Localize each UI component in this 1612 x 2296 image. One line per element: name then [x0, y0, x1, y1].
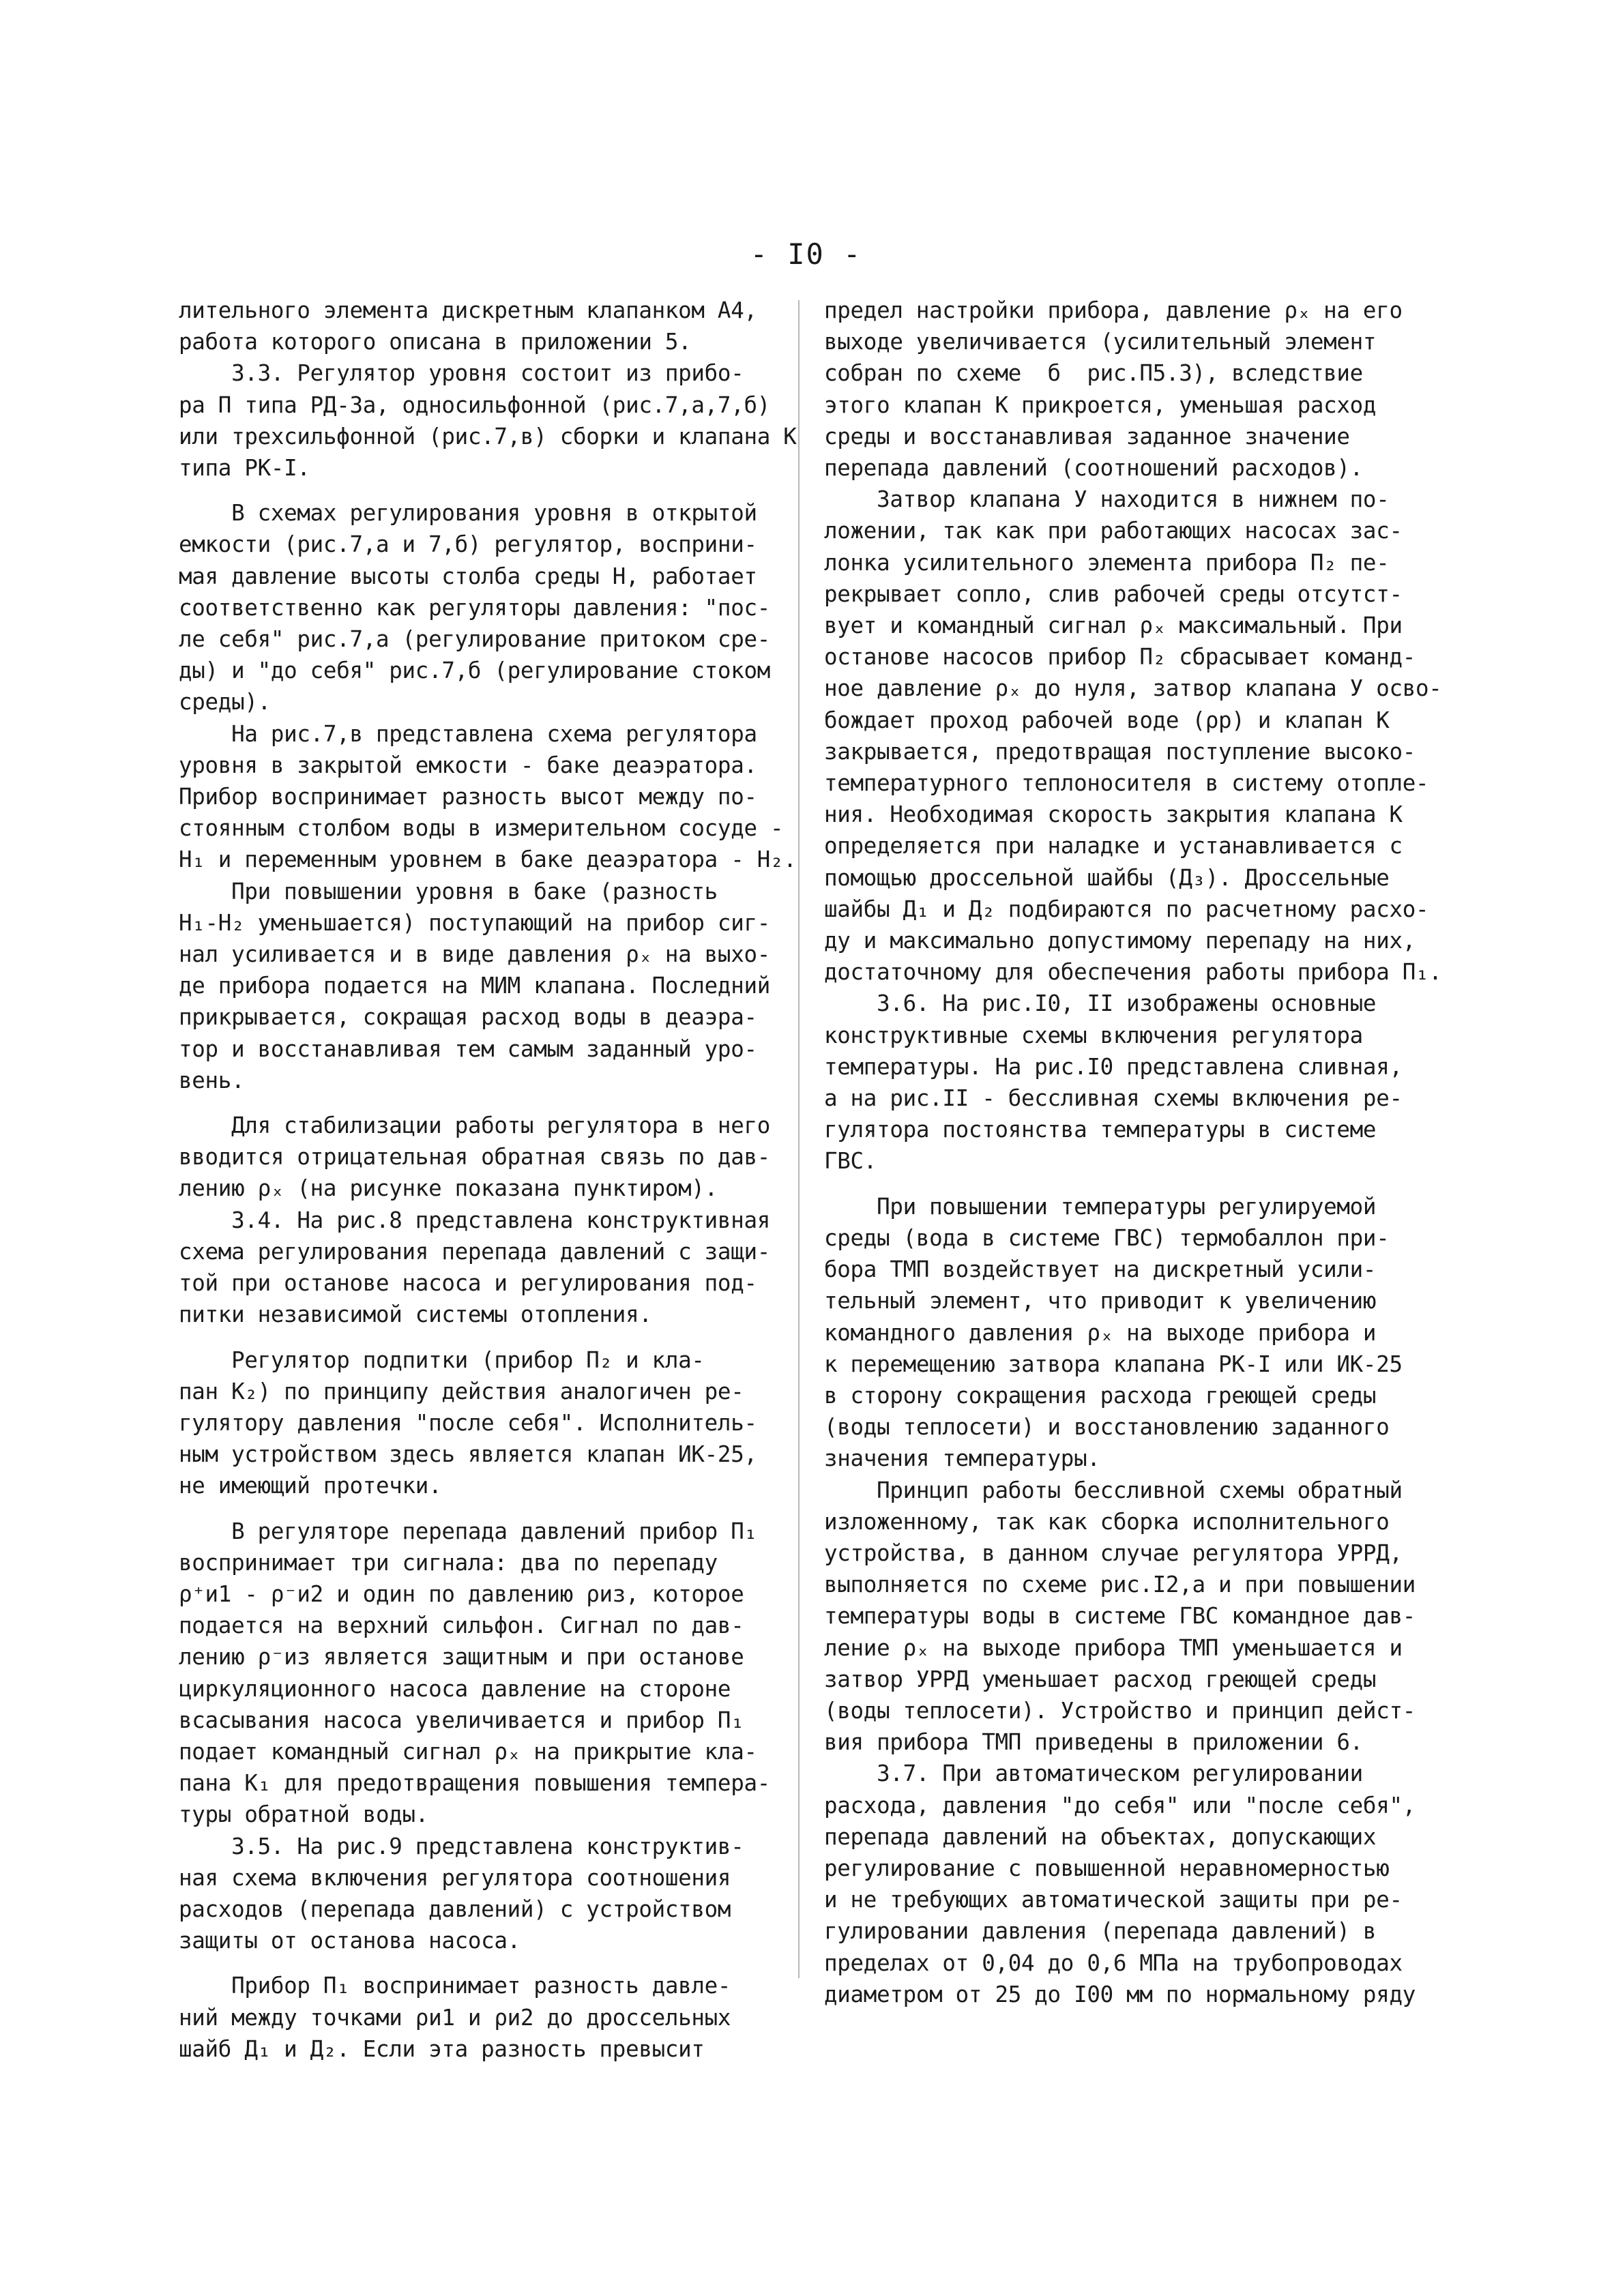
text-line: вует и командный сигнал ρₓ максимальный. При: [824, 613, 1403, 639]
text-line: командного давления ρₓ на выходе прибора и: [824, 1319, 1377, 1346]
text-line: ний между точками ρи1 и ρи2 до дроссельных: [179, 2004, 731, 2031]
text-line: (воды теплосети). Устройство и принцип дейст-: [824, 1697, 1416, 1724]
text-line: уровня в закрытой емкости - баке деаэратора.: [179, 752, 757, 778]
text-line: помощью дроссельной шайбы (Д₃). Дроссельные: [824, 864, 1390, 891]
text-line: регулирование с повышенной неравномерностью: [824, 1855, 1390, 1881]
text-line: рекрывает сопло, слив рабочей среды отсутст-: [824, 580, 1403, 607]
text-line: питки независимой системы отопления.: [179, 1301, 652, 1328]
text-line: перепада давлений (соотношений расходов).: [824, 455, 1363, 482]
text-line: затвор УРРД уменьшает расход греющей среды: [824, 1666, 1377, 1692]
text-line: циркуляционного насоса давление на стороне: [179, 1675, 731, 1702]
text-line: определяется при наладке и устанавливается с: [824, 833, 1403, 859]
text-line: При повышении уровня в баке (разность: [179, 878, 718, 904]
text-line: бождает проход рабочей воде (ρр) и клапан К: [824, 707, 1390, 733]
text-line: В регуляторе перепада давлений прибор П₁: [179, 1518, 757, 1544]
text-line: изложенному, так как сборка исполнительного: [824, 1508, 1390, 1535]
text-line: ная схема включения регулятора соотношения: [179, 1864, 731, 1891]
text-line: перепада давлений на объектах, допускающих: [824, 1823, 1377, 1850]
text-line: а на рис.II - бессливная схемы включения ре-: [824, 1085, 1403, 1112]
text-line: не имеющий протечки.: [179, 1473, 442, 1499]
text-line: (воды теплосети) и восстановлению заданного: [824, 1414, 1390, 1441]
text-line: Прибор П₁ воспринимает разность давле-: [179, 1973, 731, 1999]
text-line: ГВС.: [824, 1148, 877, 1175]
text-line: ду и максимально допустимому перепаду на них,: [824, 928, 1416, 954]
text-line: среды).: [179, 689, 271, 716]
text-line: Регулятор подпитки (прибор П₂ и кла-: [179, 1346, 705, 1373]
text-line: и не требующих автоматической защиты при ре-: [824, 1887, 1403, 1913]
text-line: Прибор воспринимает разность высот между по-: [179, 784, 757, 810]
text-line: температуры. На рис.I0 представлена сливная,: [824, 1053, 1403, 1080]
text-line: ное давление ρₓ до нуля, затвор клапана У осво-: [824, 675, 1442, 702]
text-line: тор и восстанавливая тем самым заданный уро-: [179, 1035, 757, 1062]
text-line: или трехсильфонной (рис.7,в) сборки и клапана К: [179, 423, 797, 450]
text-line: соответственно как регуляторы давления: "пос-: [179, 594, 770, 621]
text-line: той при останове насоса и регулирования под-: [179, 1270, 757, 1297]
text-line: типа РК-I.: [179, 455, 310, 482]
text-line: работа которого описана в приложении 5.: [179, 329, 692, 355]
text-line: Принцип работы бессливной схемы обратный: [824, 1477, 1403, 1503]
text-line: 3.5. На рис.9 представлена конструктив-: [179, 1833, 744, 1859]
text-line: Н₁-Н₂ уменьшается) поступающий на прибор сиг-: [179, 909, 770, 936]
text-line: нал усиливается и в виде давления ρₓ на выхо-: [179, 941, 770, 968]
text-line: ложении, так как при работающих насосах зас-: [824, 518, 1403, 544]
text-line: среды (вода в системе ГВС) термобаллон при-: [824, 1224, 1390, 1251]
text-line: пана К₁ для предотвращения повышения темпера-: [179, 1770, 770, 1797]
text-line: ρ⁺и1 - ρ⁻и2 и один по давлению ρиз, которое: [179, 1580, 744, 1607]
text-line: стоянным столбом воды в измерительном сосуде -: [179, 815, 784, 842]
text-line: Затвор клапана У находится в нижнем по-: [824, 486, 1390, 513]
text-line: среды и восстанавливая заданное значение: [824, 423, 1350, 450]
text-line: всасывания насоса увеличивается и прибор П₁: [179, 1707, 744, 1733]
text-line: схема регулирования перепада давлений с защи-: [179, 1238, 770, 1265]
text-line: в сторону сокращения расхода греющей среды: [824, 1382, 1377, 1409]
text-line: температуры воды в системе ГВС командное дав-: [824, 1603, 1416, 1630]
text-line: шайбы Д₁ и Д₂ подбираются по расчетному расхо-: [824, 896, 1429, 922]
left-column: [179, 295, 797, 2065]
text-line: защиты от останова насоса.: [179, 1928, 521, 1954]
text-line: вень.: [179, 1067, 245, 1093]
text-line: пан К₂) по принципу действия аналогичен ре-: [179, 1378, 744, 1404]
text-line: устройства, в данном случае регулятора УРРД,: [824, 1540, 1403, 1566]
text-line: достаточному для обеспечения работы прибора П₁.: [824, 959, 1442, 986]
text-line: подается на верхний сильфон. Сигнал по дав-: [179, 1613, 744, 1639]
text-line: ния. Необходимая скорость закрытия клапана К: [824, 801, 1403, 828]
text-line: ление ρₓ на выходе прибора ТМП уменьшается и: [824, 1634, 1403, 1661]
text-line: этого клапан К прикроется, уменьшая расход: [824, 392, 1377, 418]
text-line: гулятору давления "после себя". Исполнитель-: [179, 1409, 757, 1436]
text-line: останове насосов прибор П₂ сбрасывает команд-: [824, 644, 1416, 671]
text-line: гулятора постоянства температуры в системе: [824, 1117, 1377, 1143]
text-line: прикрывается, сокращая расход воды в деаэра-: [179, 1004, 757, 1031]
text-line: Для стабилизации работы регулятора в него: [179, 1113, 770, 1139]
text-line: де прибора подается на МИМ клапана. Последний: [179, 973, 770, 999]
text-line: собран по схеме б рис.П5.3), вследствие: [824, 360, 1363, 387]
text-line: тельный элемент, что приводит к увеличению: [824, 1288, 1377, 1314]
text-line: 3.6. На рис.I0, II изображены основные: [824, 990, 1377, 1017]
text-line: выходе увеличивается (усилительный элемент: [824, 329, 1377, 355]
text-line: лению ρₓ (на рисунке показана пунктиром).: [179, 1175, 718, 1202]
text-line: лительного элемента дискретным клапанком А4,: [179, 297, 757, 323]
column-divider: [798, 300, 800, 1978]
text-line: диаметром от 25 до I00 мм по нормальному ряду: [824, 1981, 1416, 2007]
text-line: На рис.7,в представлена схема регулятора: [179, 720, 757, 747]
text-line: бора ТМП воздействует на дискретный усили-: [824, 1256, 1377, 1283]
text-line: лонка усилительного элемента прибора П₂ пе-: [824, 549, 1390, 576]
text-line: расхода, давления "до себя" или "после себя",: [824, 1792, 1416, 1819]
text-line: предел настройки прибора, давление ρₓ на его: [824, 297, 1403, 323]
text-line: ле себя" рис.7,а (регулирование притоком сре-: [179, 626, 770, 653]
text-line: Н₁ и переменным уровнем в баке деаэратора - Н₂.: [179, 847, 797, 873]
text-line: емкости (рис.7,а и 7,б) регулятор, восприни-: [179, 531, 757, 558]
text-line: гулировании давления (перепада давлений) в: [824, 1918, 1377, 1945]
text-line: туры обратной воды.: [179, 1801, 429, 1828]
text-line: В схемах регулирования уровня в открытой: [179, 500, 757, 527]
text-line: 3.7. При автоматическом регулировании: [824, 1761, 1363, 1787]
text-line: закрывается, предотвращая поступление высоко-: [824, 738, 1416, 765]
right-column: [824, 295, 1442, 2010]
text-line: температурного теплоносителя в систему отопле-: [824, 770, 1429, 797]
text-line: расходов (перепада давлений) с устройством: [179, 1896, 731, 1922]
text-line: ным устройством здесь является клапан ИК-25,: [179, 1441, 757, 1468]
text-line: мая давление высоты столба среды Н, работает: [179, 563, 757, 589]
text-line: лению ρ⁻из является защитным и при останове: [179, 1644, 744, 1671]
text-line: 3.4. На рис.8 представлена конструктивная: [179, 1207, 770, 1233]
text-line: выполняется по схеме рис.I2,а и при повышении: [824, 1572, 1416, 1598]
text-line: ра П типа РД-3а, односильфонной (рис.7,а,7,б): [179, 392, 770, 418]
text-line: вводится отрицательная обратная связь по дав-: [179, 1144, 770, 1171]
text-line: 3.3. Регулятор уровня состоит из прибо-: [179, 360, 744, 387]
text-line: пределах от 0,04 до 0,6 МПа на трубопроводах: [824, 1949, 1403, 1976]
text-line: При повышении температуры регулируемой: [824, 1193, 1377, 1220]
text-line: воспринимает три сигнала: два по перепаду: [179, 1549, 718, 1576]
page-number: - I0 -: [750, 237, 862, 271]
text-line: к перемещению затвора клапана РК-I или ИК-25: [824, 1351, 1403, 1377]
text-line: вия прибора ТМП приведены в приложении 6.: [824, 1729, 1363, 1756]
text-line: значения температуры.: [824, 1445, 1100, 1472]
text-line: подает командный сигнал ρₓ на прикрытие кла-: [179, 1738, 757, 1765]
text-line: шайб Д₁ и Д₂. Если эта разность превысит: [179, 2035, 705, 2062]
text-line: конструктивные схемы включения регулятора: [824, 1022, 1363, 1048]
text-line: ды) и "до себя" рис.7,б (регулирование стоком: [179, 658, 770, 684]
